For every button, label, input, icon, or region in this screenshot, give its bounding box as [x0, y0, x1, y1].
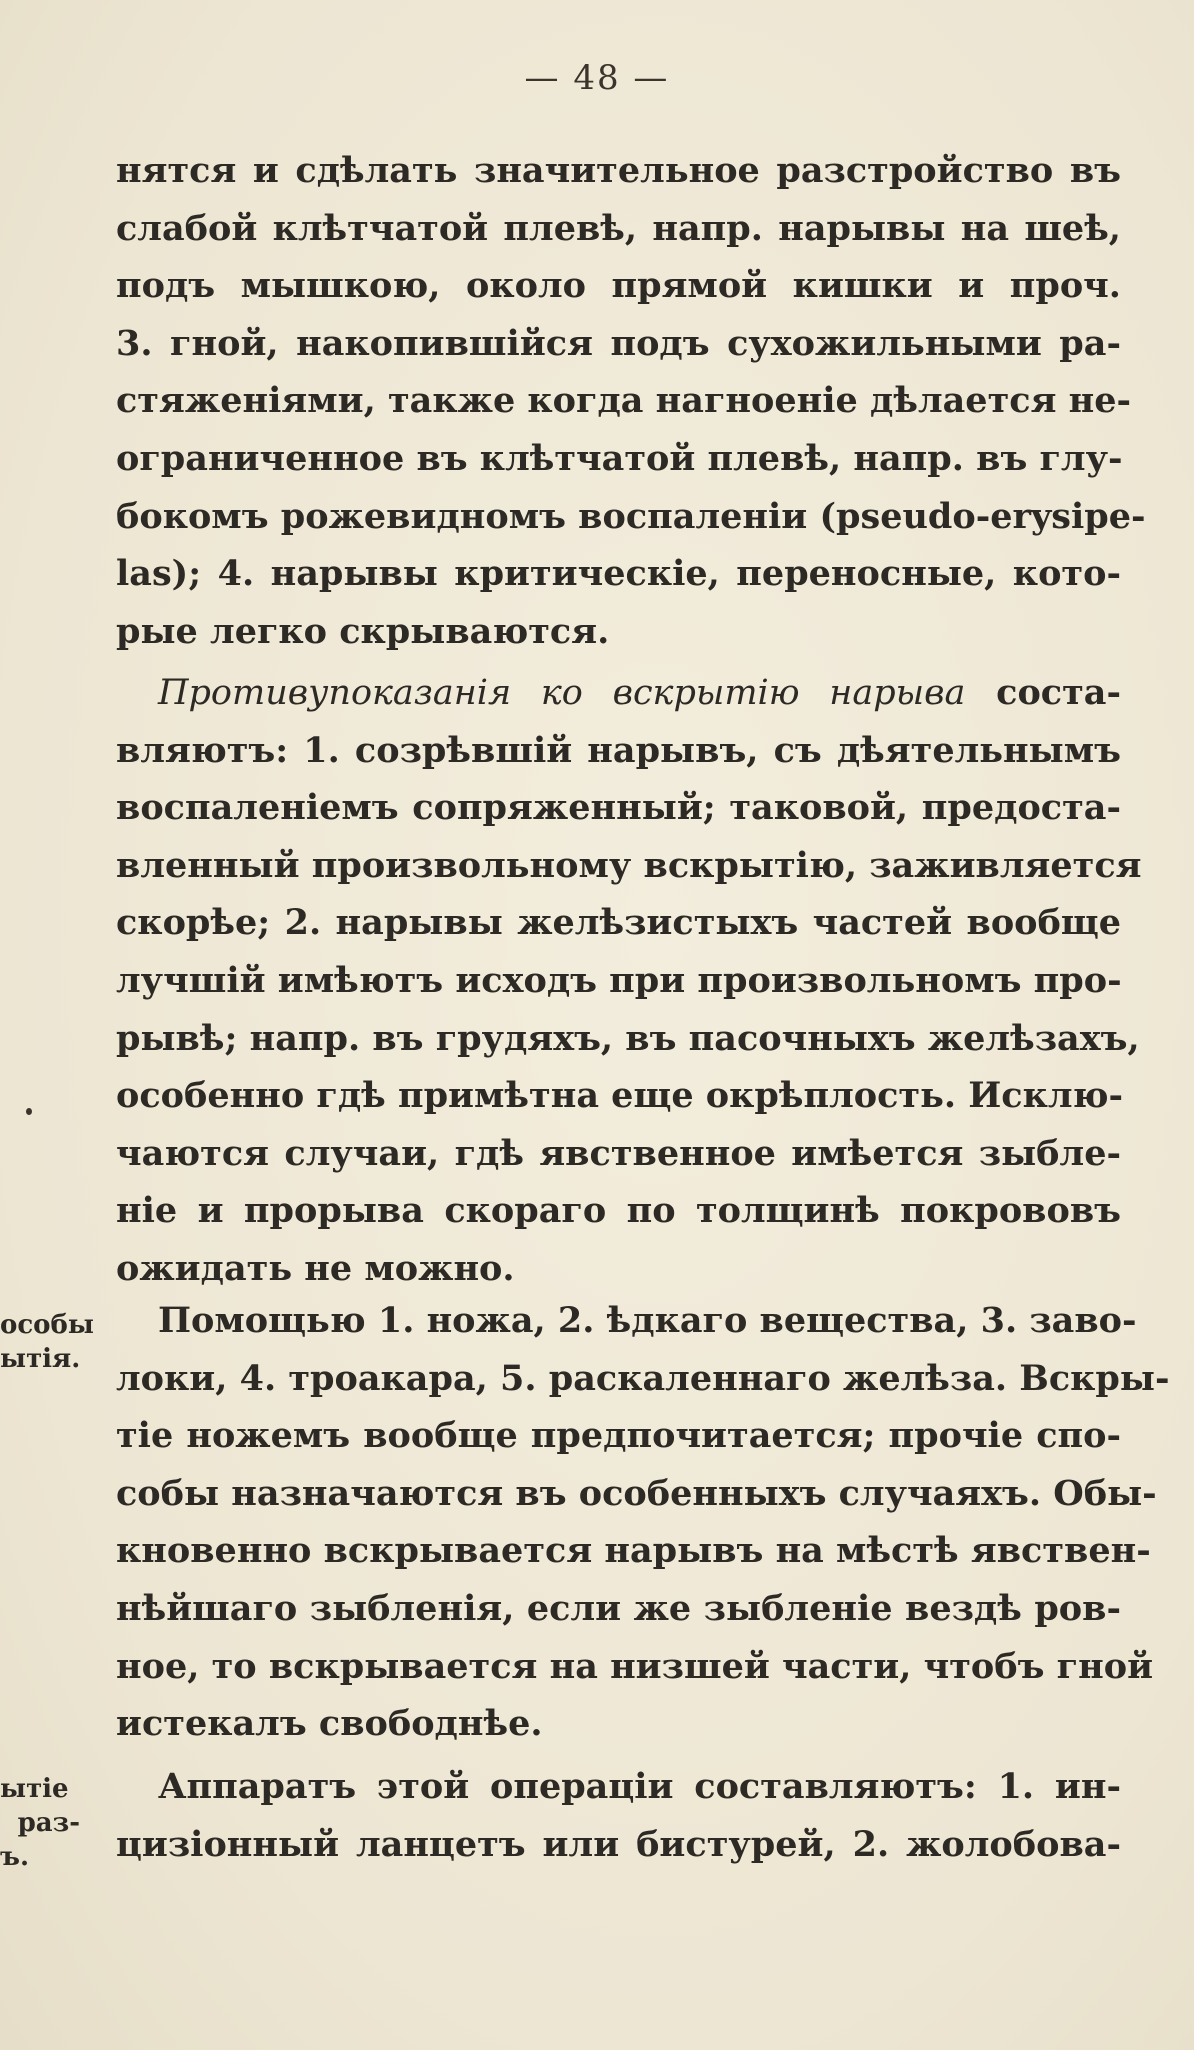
text-line: истекалъ свободнѣе.	[116, 1703, 543, 1745]
text-line: рывѣ; напр. въ грудяхъ, въ пасочныхъ желѣзахъ,	[116, 1017, 1140, 1059]
text-line: вляютъ: 1. созрѣвшій нарывъ, съ дѣятельнымъ	[116, 729, 1121, 771]
text-line: лучшій имѣютъ исходъ при произвольномъ про-	[116, 959, 1122, 1001]
text-line: las); 4. нарывы критическіе, переносные, кото-	[116, 553, 1121, 595]
text-line: подъ мышкою, около прямой кишки и проч.	[116, 265, 1121, 307]
margin-note-1	[0, 1308, 94, 1376]
text-line: бокомъ рожевидномъ воспаленіи (pseudo-erysipe-	[116, 495, 1146, 537]
paragraph-2	[116, 664, 1142, 1298]
text-line: ніе и прорыва скораго по толщинѣ покрововъ	[116, 1190, 1121, 1232]
italic-heading: Противупоказанія ко вскрытію нарыва	[158, 673, 966, 713]
text-line: нятся и сдѣлать значительное разстройство въ	[116, 150, 1121, 191]
paragraph-3	[116, 1292, 1170, 1753]
text-line: слабой клѣтчатой плевѣ, напр. нарывы на шеѣ,	[116, 207, 1121, 249]
page-number: — 48 —	[524, 58, 670, 98]
text-line: скорѣе; 2. нарывы желѣзистыхъ частей вообще	[116, 902, 1121, 944]
text-line: особенно гдѣ примѣтна еще окрѣплость. Исклю-	[116, 1075, 1123, 1117]
text-line: нѣйшаго зыбленія, если же зыбленіе вездѣ ров-	[116, 1587, 1121, 1629]
text-line	[116, 664, 1121, 722]
margin-note-line: ытія.	[0, 1344, 81, 1374]
margin-note-line: особы	[0, 1310, 94, 1340]
margin-note-line: ъ.	[0, 1842, 29, 1872]
margin-note-line: раз-	[17, 1808, 80, 1838]
text-line: Аппаратъ этой операціи составляютъ: 1. ин-	[158, 1766, 1121, 1807]
text-line: ожидать не можно.	[116, 1247, 515, 1289]
text-line: тіе ножемъ вообще предпочитается; прочіе спо-	[116, 1415, 1121, 1457]
text-line: собы назначаются въ особенныхъ случаяхъ. Обы-	[116, 1472, 1157, 1514]
margin-note-2	[0, 1772, 80, 1874]
text-line: кновенно вскрывается нарывъ на мѣстѣ явствен-	[116, 1530, 1151, 1572]
paragraph-1	[116, 142, 1146, 660]
text-line: локи, 4. троакара, 5. раскаленнаго желѣза. Вскры-	[116, 1357, 1170, 1399]
text-line: вленный произвольному вскрытію, заживляется	[116, 844, 1142, 886]
text-line: цизіонный ланцетъ или бистурей, 2. жолобова-	[116, 1823, 1121, 1865]
text-line: Помощью 1. ножа, 2. ѣдкаго вещества, 3. заво-	[158, 1300, 1137, 1341]
text-line: ное, то вскрывается на низшей части, чтобъ гной	[116, 1645, 1154, 1687]
text-line: рые легко скрываются.	[116, 610, 610, 652]
text-line: чаются случаи, гдѣ явственное имѣется зыбле-	[116, 1132, 1121, 1174]
text-line: 3. гной, накопившійся подъ сухожильными ра-	[116, 322, 1121, 364]
text-line: воспаленіемъ сопряженный; таковой, предоста-	[116, 787, 1121, 829]
margin-note-line: ытіе	[0, 1774, 69, 1804]
paragraph-4	[116, 1758, 1121, 1873]
text-line: стяженіями, также когда нагноеніе дѣлается не-	[116, 380, 1132, 422]
text-line: ограниченное въ клѣтчатой плевѣ, напр. въ глу-	[116, 437, 1123, 479]
ink-speck	[26, 1108, 32, 1115]
text-fragment: соста-	[965, 672, 1122, 713]
